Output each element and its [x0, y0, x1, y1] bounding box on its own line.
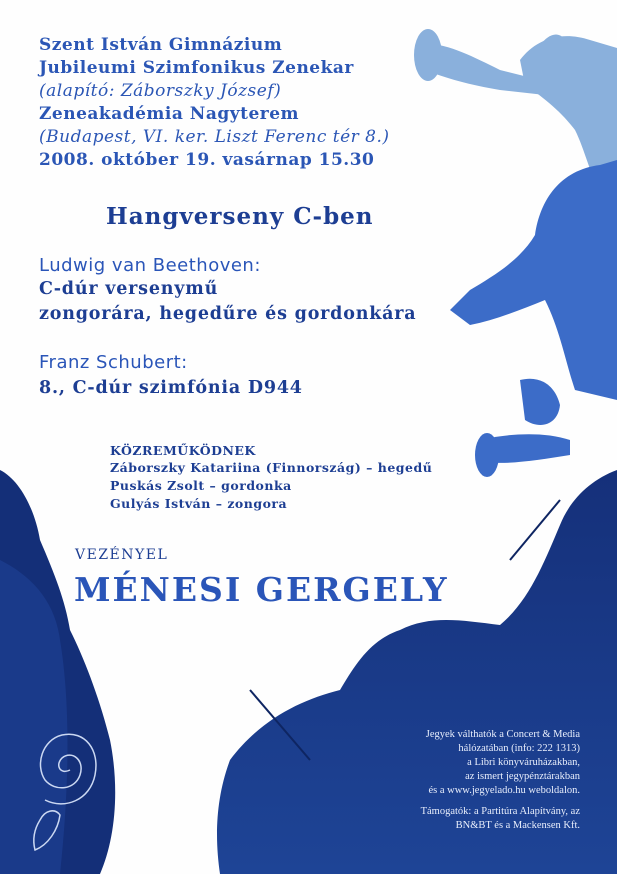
concert-datetime: 2008. október 19. vasárnap 15.30 [39, 150, 375, 170]
founder-note: (alapító: Záborszky József) [39, 81, 282, 101]
school-name: Szent István Gimnázium [39, 35, 283, 55]
ticket-info [426, 728, 580, 798]
venue-address: (Budapest, VI. ker. Liszt Ferenc tér 8.) [39, 127, 390, 147]
performers-heading: KÖZREMŰKÖDNEK [110, 443, 256, 458]
performer-piano: Gulyás István – zongora [110, 496, 288, 511]
program-composer-schubert: Franz Schubert: [39, 352, 188, 373]
ticket-info-line: Jegyek válthatók a Concert & Media [425, 729, 580, 740]
violinist-silhouette [450, 160, 617, 477]
ticket-info-line: a Libri könyváruházakban, [467, 757, 580, 768]
venue-name: Zeneakadémia Nagyterem [39, 104, 300, 124]
program-work-beethoven-line1: C-dúr versenymű [39, 279, 219, 299]
sponsors-line: Támogatók: a Partitúra Alapítvány, az [420, 806, 580, 817]
sponsors-info [421, 805, 580, 833]
ticket-info-line: és a www.jegyelado.hu weboldalon. [428, 785, 580, 796]
ticket-info-line: az ismert jegypénztárakban [465, 771, 580, 782]
ticket-info-line: hálózatában (info: 222 1313) [458, 743, 580, 754]
concert-title: Hangverseny C-ben [106, 203, 374, 230]
program-work-schubert: 8., C-dúr szimfónia D944 [39, 378, 303, 398]
sponsors-line: BN&BT és a Mackensen Kft. [455, 820, 580, 831]
conductor-name: MÉNESI GERGELY [74, 570, 449, 609]
conductor-label: VEZÉNYEL [75, 547, 169, 563]
orchestra-name: Jubileumi Szimfonikus Zenekar [39, 58, 354, 78]
program-work-beethoven-line2: zongorára, hegedűre és gordonkára [39, 304, 417, 324]
performer-cello: Puskás Zsolt – gordonka [110, 478, 292, 493]
performer-violin: Záborszky Katariina (Finnország) – hegedű [110, 460, 433, 475]
program-composer-beethoven: Ludwig van Beethoven: [39, 255, 261, 276]
